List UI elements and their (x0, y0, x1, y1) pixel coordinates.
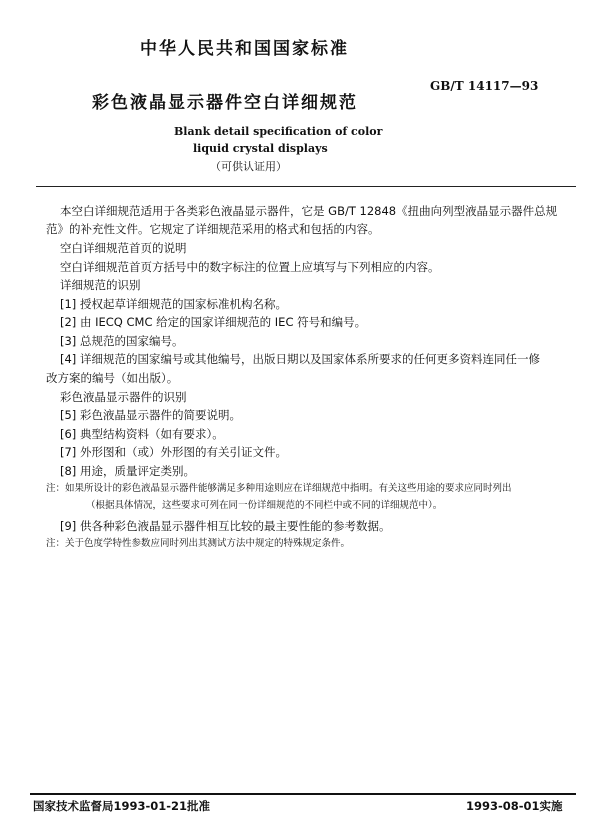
list-item: [2] 由 IECQ CMC 给定的国家详细规范的 IEC 符号和编号。 (60, 315, 367, 329)
list-item: [4] 详细规范的国家编号或其他编号，出版日期以及国家体系所要求的任何更多资料连同任一修 (60, 352, 540, 366)
implementation-date: 1993-08-01实施 (466, 799, 563, 813)
list-item-continuation: 改方案的编号（如出版）。 (46, 371, 179, 385)
note-1-line-1: 注：如果所设计的彩色液晶显示器件能够满足多种用途则应在详细规范中指明。有关这些用途的要求应同时列出 (46, 483, 512, 494)
national-standard-title: 中华人民共和国国家标准 (140, 39, 349, 59)
section-heading-spec-identification: 详细规范的识别 (60, 278, 141, 292)
english-title-line-1: Blank detail specification of color (174, 125, 383, 138)
list-item: [7] 外形图和（或）外形图的有关引证文件。 (60, 445, 287, 459)
english-title-line-2: liquid crystal displays (193, 142, 328, 155)
list-item: [5] 彩色液晶显示器件的简要说明。 (60, 408, 241, 422)
note-2: 注：关于色度学特性参数应同时列出其测试方法中规定的特殊规定条件。 (46, 538, 351, 549)
approval-date: 国家技术监督局1993-01-21批准 (33, 799, 211, 813)
standard-code: GB/T 14117—93 (430, 79, 539, 93)
intro-line-2: 范》的补充性文件。它规定了详细规范采用的格式和包括的内容。 (46, 222, 380, 236)
list-item: [1] 授权起草详细规范的国家标准机构名称。 (60, 297, 287, 311)
certification-subtitle: （可供认证用） (210, 160, 287, 173)
list-item: [8] 用途，质量评定类别。 (60, 464, 195, 478)
section-heading-device-identification: 彩色液晶显示器件的识别 (60, 390, 187, 404)
first-page-description: 空白详细规范首页方括号中的数字标注的位置上应填写与下列相应的内容。 (60, 260, 440, 274)
first-page-heading: 空白详细规范首页的说明 (60, 241, 187, 255)
list-item: [6] 典型结构资料（如有要求）。 (60, 427, 224, 441)
note-1-line-2: （根据具体情况，这些要求可列在同一份详细规范的不同栏中或不同的详细规范中）。 (86, 500, 443, 511)
document-title: 彩色液晶显示器件空白详细规范 (92, 93, 358, 113)
header-divider (36, 186, 576, 187)
footer-divider (30, 793, 576, 795)
intro-line-1: 本空白详细规范适用于各类彩色液晶显示器件，它是 GB/T 12848《扭曲向列型液晶显示器件总规 (60, 204, 558, 218)
list-item: [3] 总规范的国家编号。 (60, 334, 184, 348)
list-item: [9] 供各种彩色液晶显示器件相互比较的最主要性能的参考数据。 (60, 519, 391, 533)
